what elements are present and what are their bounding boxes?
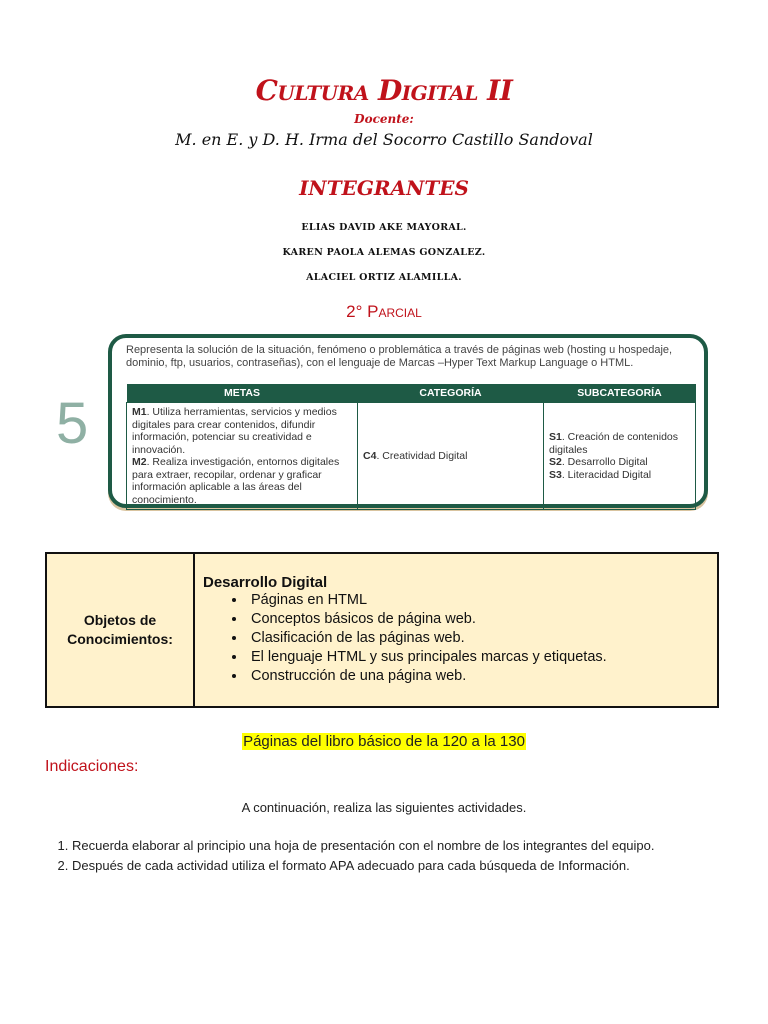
member-name: KAREN PAOLA ALEMAS GONZALEZ. [282, 247, 486, 258]
docente-label: Docente: [354, 112, 414, 126]
document-title: Cultura Digital II [255, 74, 513, 107]
table-row [127, 403, 696, 510]
categoria-code: C4 [363, 449, 377, 462]
objetos-content [195, 554, 717, 706]
categoria-cell [358, 403, 544, 510]
subcategoria-text: . Literacidad Digital [561, 468, 652, 481]
table-header: SUBCATEGORÍA [544, 384, 696, 403]
table-header: METAS [127, 384, 358, 403]
list-item: 2. Después de cada actividad utiliza el formato APA adecuado para cada búsqueda de Información. [72, 856, 655, 876]
subcategoria-item [549, 431, 690, 456]
objetos-table [45, 552, 719, 708]
meta-item [132, 456, 352, 506]
subcategoria-text: . Desarrollo Digital [561, 456, 648, 468]
subcategoria-item [549, 456, 690, 469]
subcategoria-code: S2 [549, 456, 562, 468]
list-item: 1. Recuerda elaborar al principio una hoja de presentación con el nombre de los integrantes del equipo. [72, 836, 655, 856]
member-name: ALACIEL ORTIZ ALAMILLA. [306, 272, 462, 283]
meta-text: . Realiza investigación, entornos digitales para extraer, recopilar, ordenar y graficar información aplicable a las áreas del conocimiento. [132, 456, 340, 506]
subcategoria-code: S1 [549, 431, 562, 443]
integrantes-heading: INTEGRANTES [299, 176, 469, 200]
list-item: • Clasificación de las páginas web. [247, 629, 717, 648]
member-name: ELIAS DAVID AKE MAYORAL. [301, 222, 467, 233]
progression-card [108, 334, 708, 508]
card-intro: Representa la solución de la situación, fenómeno o problemática a través de páginas web (hosting u hospedaje, dominio, ftp, usuarios, contraseñas), con el lenguaje de Marcas –Hyper Text Markup Language o HTML. [126, 344, 673, 369]
list-item: • Conceptos básicos de página web. [247, 610, 717, 629]
list-item: • El lenguaje HTML y sus principales marcas y etiquetas. [247, 648, 717, 667]
subcategoria-text: . Creación de contenidos digitales [549, 431, 678, 456]
indicaciones-intro: A continuación, realiza las siguientes actividades. [241, 800, 527, 815]
table-header: CATEGORÍA [358, 384, 544, 403]
parcial-label: 2° Parcial [346, 302, 422, 321]
subcategoria-item [549, 469, 690, 482]
metas-cell [127, 403, 358, 510]
progression-number: 5 [56, 391, 89, 456]
indicaciones-heading: Indicaciones: [45, 758, 139, 775]
table-header-row [127, 384, 696, 403]
meta-item [132, 406, 352, 456]
categoria-text: . Creatividad Digital [376, 449, 468, 462]
paginas-libro [0, 733, 768, 750]
list-item: • Construcción de una página web. [247, 667, 717, 686]
metas-table [126, 384, 696, 510]
meta-text: . Utiliza herramientas, servicios y medios digitales para crear contenidos, difundir información, potenciar su creatividad e innovación. [132, 406, 337, 456]
paginas-libro-text: Páginas del libro básico de la 120 a la 130 [243, 733, 525, 750]
objetos-label: Objetos de Conocimientos: [47, 554, 195, 706]
objetos-title: Desarrollo Digital [203, 574, 328, 591]
meta-code: M1 [132, 406, 147, 418]
subcategoria-code: S3 [549, 468, 562, 481]
objetos-list [203, 591, 717, 686]
activity-steps [48, 836, 655, 876]
docente-name: M. en E. y D. H. Irma del Socorro Castillo Sandoval [175, 130, 593, 149]
list-item: • Páginas en HTML [247, 591, 717, 610]
subcategoria-cell [544, 403, 696, 510]
meta-code: M2 [132, 456, 147, 468]
